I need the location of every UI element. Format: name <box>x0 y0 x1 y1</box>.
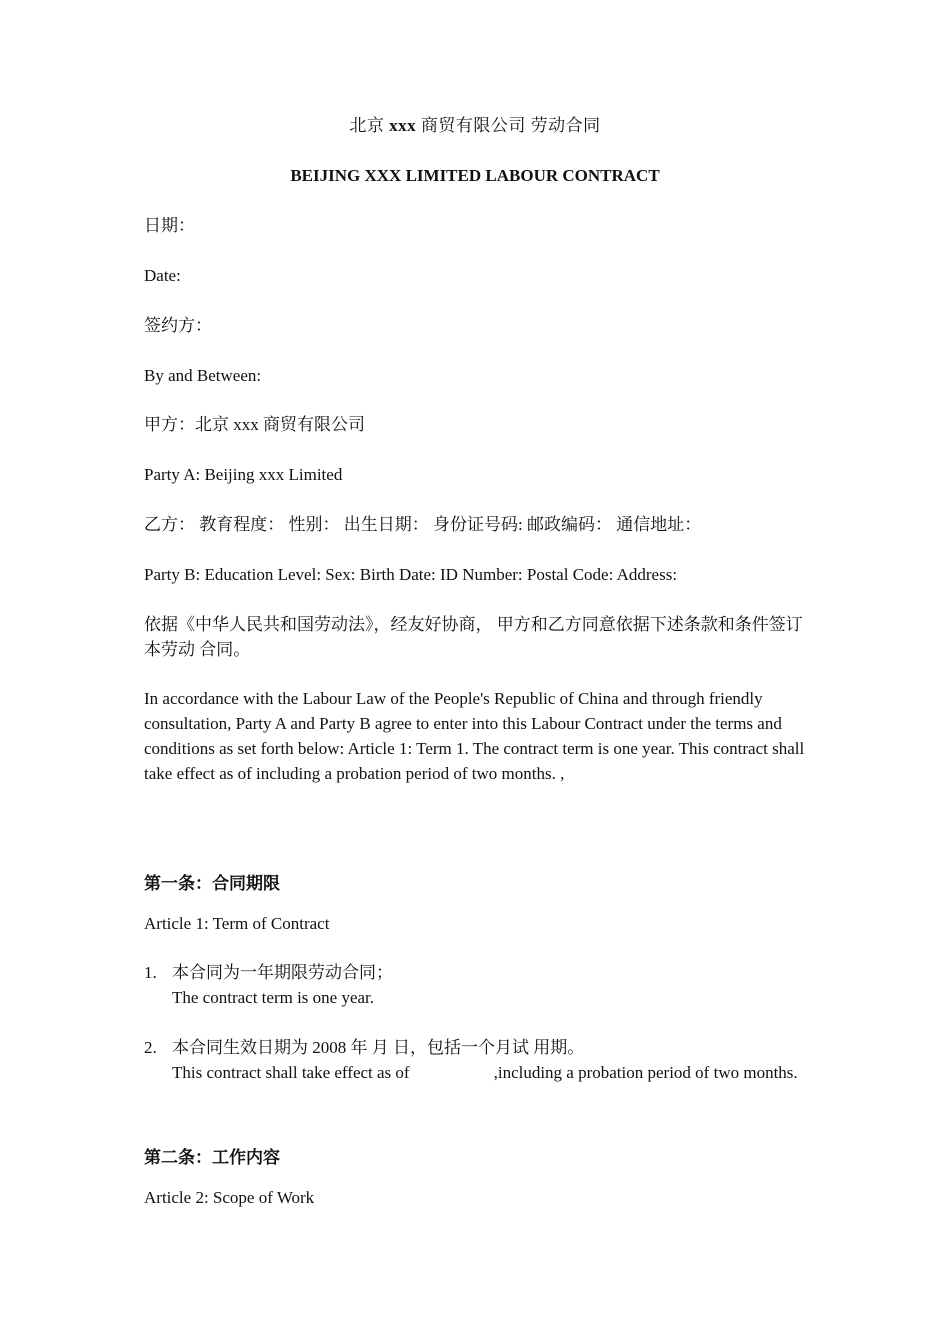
article-1-item-2-en-before: This contract shall take effect as of <box>172 1063 410 1082</box>
party-b-zh: 乙方： 教育程度： 性别： 出生日期： 身份证号码: 邮政编码： 通信地址： <box>144 515 702 534</box>
intro-paragraph-en: In accordance with the Labour Law of the People's Republic of China and through friendly consultation, Party A and Party B agree to enter into this Labour Contract under the terms and conditions as set forth below: Article 1: Term 1. The contract term is one year. This contract shall take effect as of including a probation period of two months. , <box>144 689 805 783</box>
article-2-heading-zh: 第二条：工作内容 <box>144 1148 280 1167</box>
parties-label-en: By and Between: <box>144 366 262 385</box>
list-number: 1. <box>144 963 157 982</box>
date-label-zh: 日期： <box>144 216 195 235</box>
title-chinese <box>0 113 950 138</box>
list-number: 2. <box>144 1038 157 1057</box>
article-1-item-2 <box>144 1035 810 1085</box>
article-2-heading-en: Article 2: Scope of Work <box>144 1188 315 1207</box>
intro-paragraph-zh: 依据《中华人民共和国劳动法》，经友好协商， 甲方和乙方同意依据下述条款和条件签订本劳动 合同。 <box>144 615 803 659</box>
party-a-zh: 甲方：北京 xxx 商贸有限公司 <box>144 415 365 434</box>
article-1-item-1 <box>144 960 810 1010</box>
article-1-item-2-zh: 本合同生效日期为 2008 年 月 日，包括一个月试 用期。 <box>172 1038 585 1057</box>
party-b-en: Party B: Education Level: Sex: Birth Date: ID Number: Postal Code: Address: <box>144 565 678 584</box>
article-1-item-1-zh: 本合同为一年期限劳动合同； <box>172 963 393 982</box>
party-a-en: Party A: Beijing xxx Limited <box>144 465 343 484</box>
article-1-item-1-en: The contract term is one year. <box>172 988 375 1007</box>
date-label-en: Date: <box>144 266 181 285</box>
title-zh-suffix: 商贸有限公司 劳动合同 <box>416 116 601 135</box>
article-1-item-2-en-after: ,including a probation period of two months. <box>493 1063 798 1082</box>
title-english: BEIJING XXX LIMITED LABOUR CONTRACT <box>290 166 660 185</box>
article-1-heading-en: Article 1: Term of Contract <box>144 914 330 933</box>
title-zh-prefix: 北京 <box>349 116 390 135</box>
title-zh-company-placeholder: xxx <box>389 116 417 135</box>
article-1-heading-zh: 第一条：合同期限 <box>144 874 280 893</box>
article-1-item-2-en <box>172 1060 810 1085</box>
parties-label-zh: 签约方： <box>144 316 212 335</box>
